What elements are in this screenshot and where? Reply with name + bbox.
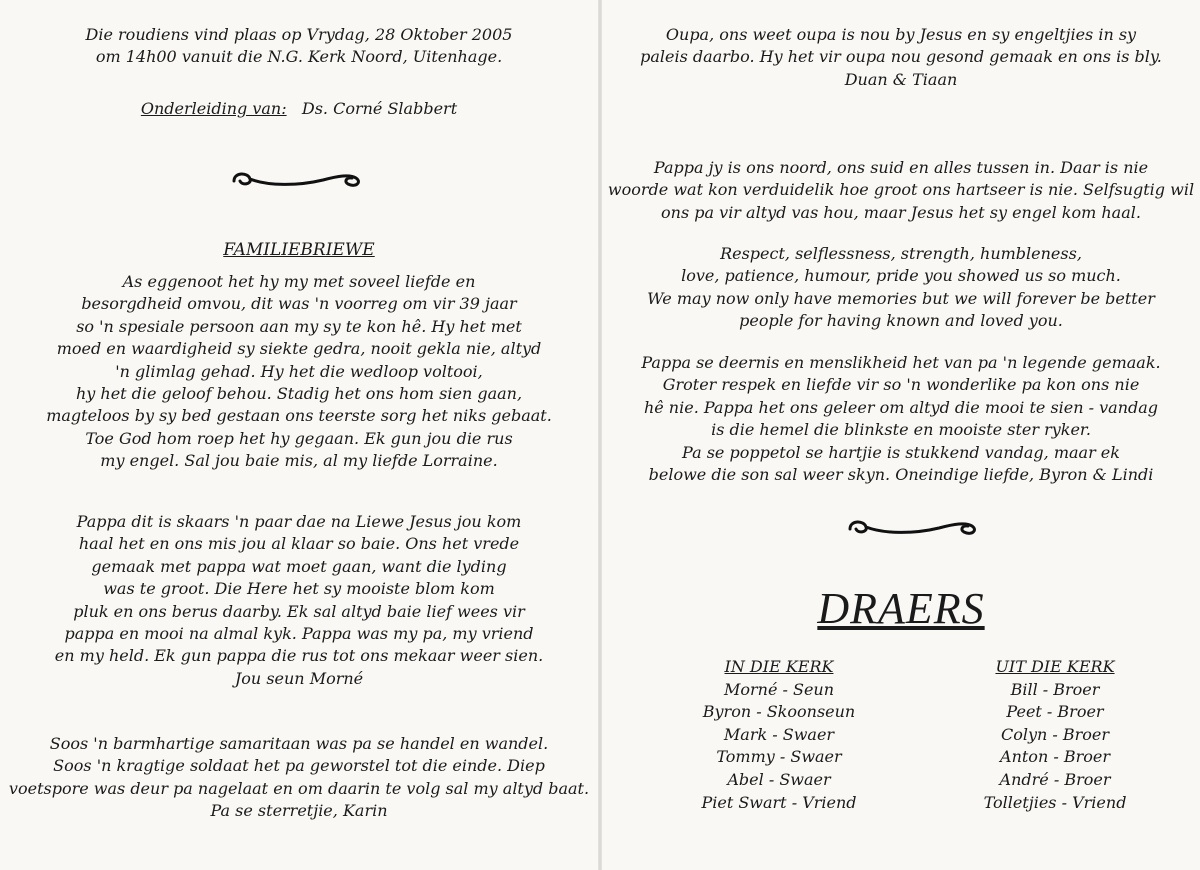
letter-line: haal het en ons mis jou al klaar so baie. Ons het vrede: [78, 534, 520, 554]
bearer-row: Piet Swart - Vriend: [701, 792, 857, 812]
letter-line: Pappa se deernis en menslikheid het van pa 'n legende gemaak.: [641, 353, 1161, 372]
left-page: [0, 0, 598, 870]
letter-line: was te groot. Die Here het sy mooiste blom kom: [103, 579, 495, 599]
letter-line: hy het die geloof behou. Stadig het ons hom sien gaan,: [75, 384, 523, 404]
letter-line: gemaak met pappa wat moet gaan, want die lyding: [91, 556, 507, 576]
letter-english: [602, 243, 1200, 333]
letter-line: pappa en mooi na almal kyk. Pappa was my pa, my vriend: [64, 624, 534, 644]
letter-line: Toe God hom roep het hy gegaan. Ek gun jou die rus: [85, 428, 513, 448]
letter-line: hê nie. Pappa het ons geleer om altyd die mooi te sien - vandag: [643, 397, 1159, 417]
officiant-label: Onderleiding van:: [140, 99, 287, 118]
bearer-row: Tolletjies - Vriend: [983, 792, 1127, 812]
letter-byron-lindi: [602, 352, 1200, 486]
bearer-row: Morné - Seun: [723, 679, 835, 699]
letter-line: Pa se poppetol se hartjie is stukkend vandag, maar ek: [682, 442, 1120, 462]
bearer-row: Byron - Skoonseun: [702, 702, 856, 722]
letter-line: As eggenoot het hy my met soveel liefde en: [122, 272, 476, 291]
bearer-row: Tommy - Swaer: [716, 747, 842, 767]
letter-line: magteloos by sy bed gestaan ons teerste sorg het niks gebaat.: [46, 406, 552, 426]
bearer-row: Mark - Swaer: [723, 724, 835, 744]
intro-line: Die roudiens vind plaas op Vrydag, 28 Oktober 2005: [85, 25, 513, 44]
bearer-row: Colyn - Broer: [1000, 724, 1110, 744]
bearer-row: André - Broer: [999, 769, 1111, 789]
letter-duan-tiaan: [602, 24, 1200, 91]
flourish-ornament: [228, 168, 364, 190]
letter-line: paleis daarbo. Hy het vir oupa nou gesond gemaak en ons is bly.: [640, 47, 1162, 67]
letter-line: woorde wat kon verduidelik hoe groot ons hartseer is nie. Selfsugtig wil: [607, 180, 1195, 200]
letter-line: moed en waardigheid sy siekte gedra, nooit gekla nie, altyd: [56, 339, 542, 359]
letter-line: pluk en ons berus daarby. Ek sal altyd baie lief wees vir: [73, 601, 525, 621]
flourish-ornament: [844, 516, 980, 538]
uit-die-kerk-column: [950, 656, 1160, 814]
intro-line: om 14h00 vanuit die N.G. Kerk Noord, Uitenhage.: [95, 47, 503, 67]
draers-title: DRAERS: [817, 584, 985, 633]
bearer-row: Anton - Broer: [1000, 747, 1110, 767]
in-die-kerk-heading: IN DIE KERK: [724, 657, 834, 676]
letter-line: Pa se sterretjie, Karin: [210, 801, 388, 821]
bearer-row: Abel - Swaer: [727, 769, 831, 789]
in-die-kerk-column: [674, 656, 884, 814]
uit-die-kerk-heading: UIT DIE KERK: [995, 657, 1115, 676]
letter-line: en my held. Ek gun pappa die rus tot ons mekaar weer sien.: [54, 646, 544, 666]
letter-line: Pappa dit is skaars 'n paar dae na Liewe Jesus jou kom: [76, 512, 522, 531]
letter-line: belowe die son sal weer skyn. Oneindige liefde, Byron & Lindi: [648, 465, 1154, 485]
service-intro: [0, 24, 598, 69]
letter-line: Oupa, ons weet oupa is nou by Jesus en sy engeltjies in sy: [665, 25, 1137, 44]
letter-line: Duan & Tiaan: [844, 69, 958, 89]
letter-line: Jou seun Morné: [234, 668, 364, 688]
letter-line: Soos 'n barmhartige samaritaan was pa se handel en wandel.: [49, 734, 549, 753]
letter-line: voetspore was deur pa nagelaat en om daarin te volg sal my altyd baat.: [8, 778, 590, 798]
letter-line: people for having known and loved you.: [739, 311, 1063, 331]
letter-pappa-noord: [602, 157, 1200, 224]
letter-line: Pappa jy is ons noord, ons suid en alles tussen in. Daar is nie: [653, 158, 1149, 177]
right-page: [602, 0, 1200, 870]
letter-line: is die hemel die blinkste en mooiste ster ryker.: [711, 420, 1091, 440]
bearer-row: Bill - Broer: [1010, 679, 1100, 699]
letter-line: besorgdheid omvou, dit was 'n voorreg om vir 39 jaar: [81, 294, 517, 314]
letter-lorraine: [0, 271, 598, 473]
officiant-name: Ds. Corné Slabbert: [301, 99, 458, 118]
letter-line: ons pa vir altyd vas hou, maar Jesus het sy engel kom haal.: [661, 202, 1141, 222]
letter-line: love, patience, humour, pride you showed us so much.: [681, 266, 1121, 286]
letter-line: Groter respek en liefde vir so 'n wonderlike pa kon ons nie: [662, 375, 1140, 395]
letter-line: 'n glimlag gehad. Hy het die wedloop voltooi,: [115, 361, 483, 381]
officiant: [0, 98, 598, 120]
letter-line: my engel. Sal jou baie mis, al my liefde Lorraine.: [100, 451, 498, 471]
bearer-row: Peet - Broer: [1006, 702, 1104, 722]
letter-karin: [0, 733, 598, 823]
letter-morne: [0, 511, 598, 690]
letter-line: Respect, selflessness, strength, humbleness,: [720, 244, 1082, 263]
familiebriewe-heading: FAMILIEBRIEWE: [223, 240, 375, 260]
letter-line: We may now only have memories but we will forever be better: [647, 288, 1155, 308]
letter-line: Soos 'n kragtige soldaat het pa geworstel tot die einde. Diep: [53, 756, 545, 776]
letter-line: so 'n spesiale persoon aan my sy te kon hê. Hy het met: [76, 316, 522, 336]
